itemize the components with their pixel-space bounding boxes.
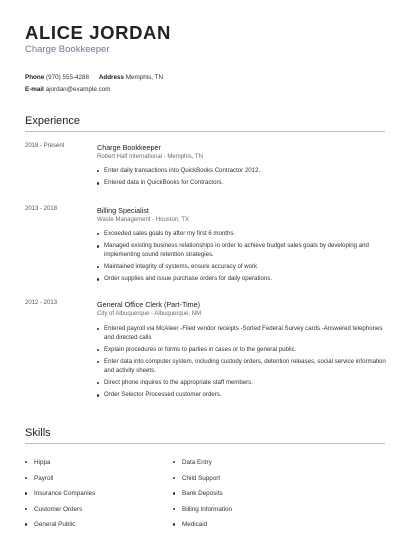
job-bullets xyxy=(97,230,387,288)
job-company: Robert Half International - Memphis, TN xyxy=(97,154,203,160)
skills-list-left xyxy=(25,458,165,536)
address-label: Address xyxy=(98,74,125,81)
phone-label: Phone xyxy=(25,74,45,81)
job-bullet: Managed existing business relationships in order to achieve budget sales goals by developing and implementing sound retention strategies. xyxy=(97,242,387,259)
candidate-name: ALICE JORDAN xyxy=(25,22,171,43)
address-value: Memphis, TN xyxy=(125,74,164,81)
job-bullet: Explain procedures or forms to parties in cases or to the general public. xyxy=(97,346,387,355)
job-bullets xyxy=(97,167,387,192)
candidate-title: Charge Bookkeeper xyxy=(25,44,110,55)
job-bullets xyxy=(97,325,387,403)
contact-line-2 xyxy=(25,86,111,93)
job-bullet: Enter data into computer system, including custody orders, detention releases, social service information and activity sheets. xyxy=(97,358,387,375)
skills-list-right xyxy=(173,458,353,536)
job-company: Waste Management - Houston, TX xyxy=(97,217,190,223)
contact-line-1 xyxy=(25,74,163,81)
skill-item: Customer Orders xyxy=(25,505,165,521)
job-bullet: Order supplies and issue purchase orders for daily operations. xyxy=(97,275,387,284)
email-label: E-mail xyxy=(25,86,44,93)
email-value: ajordan@example.com xyxy=(45,86,111,93)
experience-heading: Experience xyxy=(25,115,81,127)
skill-item: Hippa xyxy=(25,458,165,474)
experience-divider xyxy=(25,131,385,132)
skill-item: Medicaid xyxy=(173,520,353,536)
skill-item: Payroll xyxy=(25,474,165,490)
job-title: General Office Clerk (Part-Time) xyxy=(97,300,201,309)
job-bullet: Order Selector Processed customer orders. xyxy=(97,391,387,400)
skill-item: Insurance Companies xyxy=(25,489,165,505)
job-bullet: Enter daily transactions into QuickBooks Contractor 2012. xyxy=(97,167,387,176)
job-title: Billing Specialist xyxy=(97,206,149,215)
phone-value: (970) 555-4288 xyxy=(46,74,90,81)
skills-heading: Skills xyxy=(25,427,51,439)
job-bullet: Maintained integrity of systems, ensure accuracy of work xyxy=(97,263,387,272)
job-bullet: Direct phone inquires to the appropriate staff members. xyxy=(97,379,387,388)
skill-item: Billing Information xyxy=(173,505,353,521)
skill-item: Child Support xyxy=(173,474,353,490)
job-bullet: Exceeded sales goals by after my first 6 months. xyxy=(97,230,387,239)
skill-item: Bank Deposits xyxy=(173,489,353,505)
skill-item: Data Entry xyxy=(173,458,353,474)
job-dates: 2018 - Present xyxy=(25,143,65,149)
job-bullet: Entered payroll via McAleer -Filed vendor receipts -Sorted Federal Survey cards -Answered telephones and directed calls xyxy=(97,325,387,342)
skills-divider xyxy=(25,443,385,444)
job-company: City of Albuquerque - Albuquerque, NM xyxy=(97,311,202,317)
job-dates: 2013 - 2018 xyxy=(25,206,58,212)
job-bullet: Entered data in QuickBooks for Contractors. xyxy=(97,179,387,188)
job-dates: 2012 - 2013 xyxy=(25,300,58,306)
skill-item: General Public xyxy=(25,520,165,536)
job-title: Charge Bookkeeper xyxy=(97,143,161,152)
